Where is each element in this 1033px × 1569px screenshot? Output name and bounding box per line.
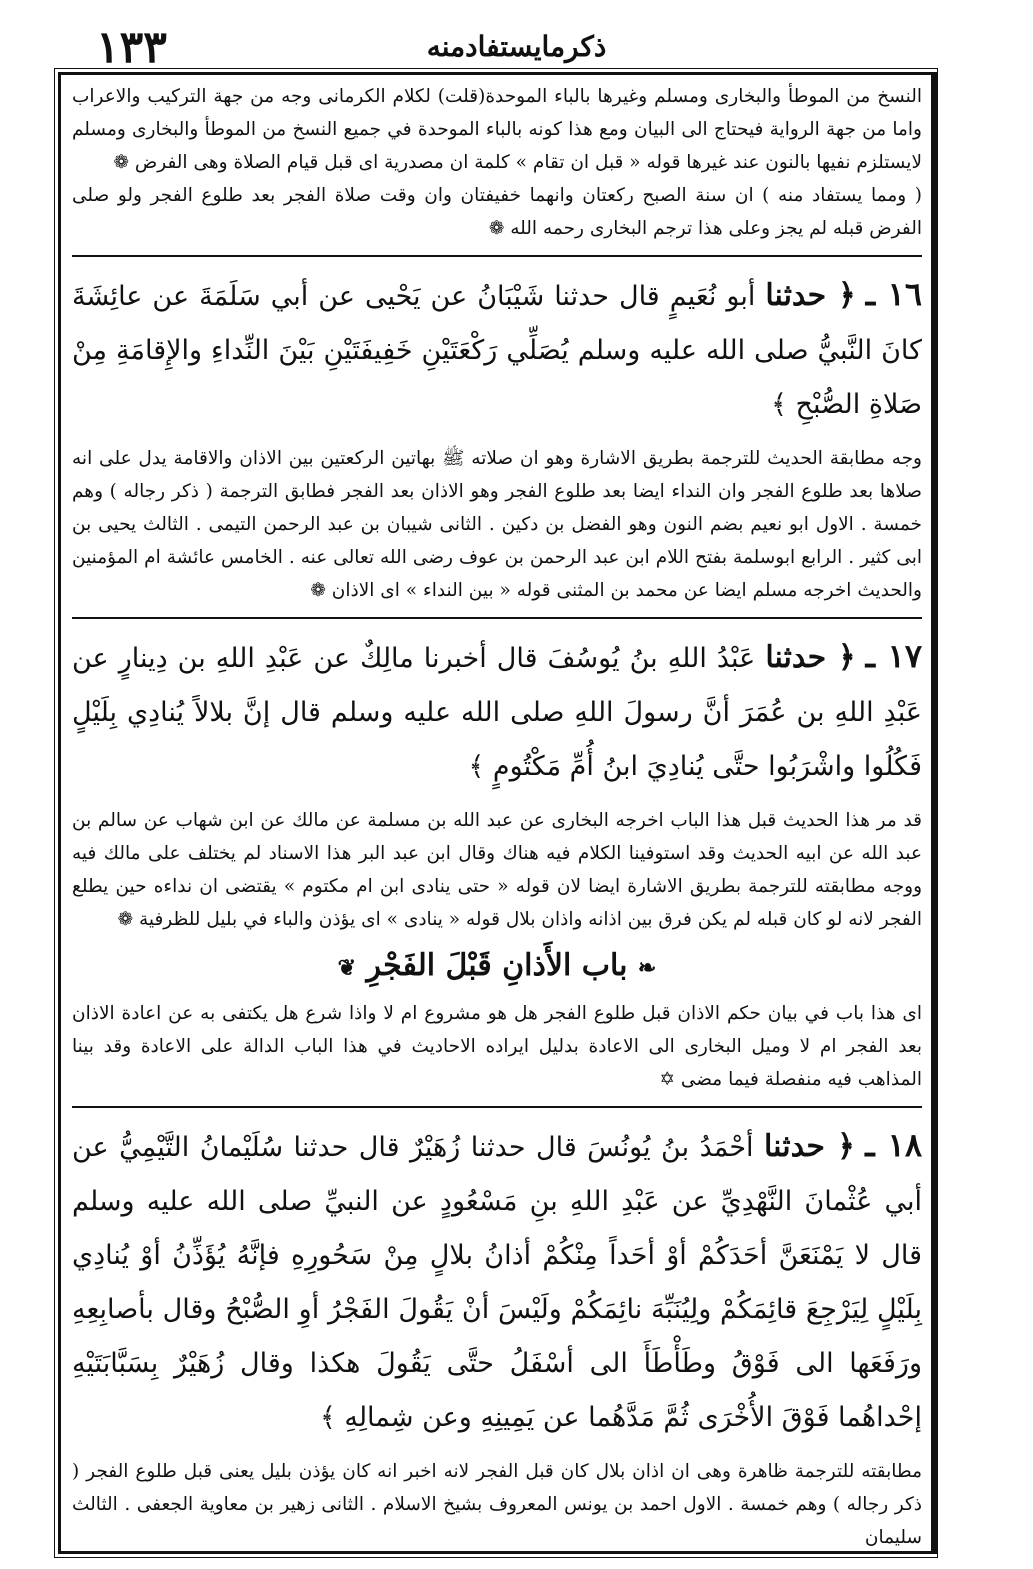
chapter-ornament-left: ❦ — [337, 955, 357, 981]
hadith-opener: ﴿ حدثنا — [765, 640, 856, 675]
chapter-ornament-right: ❧ — [637, 955, 657, 981]
section-rule — [72, 255, 922, 257]
chapter-title: باب الأَذانِ قَبْلَ الفَجْرِ — [366, 948, 628, 983]
hadith-opener: ﴿ حدثنا — [765, 278, 856, 313]
commentary-paragraph: وجه مطابقة الحديث للترجمة بطريق الاشارة وهو ان صلاته ﷺ بهاتين الركعتين بين الاذان والاقامة يدل على انه صلاها بعد طلوع الفجر وان النداء ايضا بعد طلوع الفجر وهو الاذان بعد الفجر فطابق الترجمة ( ذكر رجاله ) وهم خمسة . الاول ابو نعيم بضم النون وهو الفضل بن دكين . الثانى شيبان بن عبد الرحمن التيمى . الثالث يحيى بن ابى كثير . الرابع ابوسلمة بفتح اللام ابن عبد الرحمن بن عوف رضى الله تعالى عنه . الخامس عائشة ام المؤمنين والحديث اخرجه مسلم ايضا عن محمد بن المثنى قوله « بين النداء » اى الاذان ❁ — [72, 448, 922, 601]
commentary-paragraph: ( ومما يستفاد منه ) ان سنة الصبح ركعتان وانهما خفيفتان وان وقت صلاة الفجر بعد طلوع الفجر ولو صلى الفرض قبله لم يجز وعلى هذا ترجم البخارى رحمه الله ❁ — [72, 185, 922, 239]
commentary-paragraph: اى هذا باب في بيان حكم الاذان قبل طلوع الفجر هل هو مشروع ام لا واذا شرع هل يكتفى به عن اعادة الاذان بعد الفجر ام لا وميل البخارى الى الاعادة بدليل ايراده الاحاديث في هذا الباب الدالة على الاعادة وقد بينا المذاهب فيه منفصلة فيما مضى ✡ — [72, 1003, 922, 1090]
page-number: ١٣٣ — [96, 22, 167, 73]
chapter-heading — [72, 948, 922, 983]
commentary-paragraph: النسخ من الموطأ والبخارى ومسلم وغيرها بالباء الموحدة(قلت) لكلام الكرمانى وجه من جهة التركيب والاعراب واما من جهة الرواية فيحتاج الى البيان ومع هذا كونه بالباء الموحدة في جميع النسخ من الموطأ والبخارى ومسلم لايستلزم نفيها بالنون عند غيرها قوله « قبل ان تقام » كلمة ان مصدرية اى قبل قيام الصلاة وهى الفرض ❁ — [72, 86, 922, 173]
hadith-text: أبو نُعَيمٍ قال حدثنا شَيْبَانُ عن يَحْيى عن أبي سَلَمَةَ عن عائِشَةَ كانَ النَّبيُّ صلى الله عليه وسلم يُصَلِّي رَكْعَتَيْنِ خَفِيفَتَيْنِ بَيْنَ النِّداءِ والإِقامَةِ مِنْ صَلاةِ الصُّبْحِ ﴾ — [72, 281, 922, 420]
hadith-text: أحْمَدُ بنُ يُونُسَ قال حدثنا زُهَيْرٌ قال حدثنا سُلَيْمانُ التَّيْمِيُّ عن أبي عُثْمانَ النَّهْدِيِّ عن عَبْدِ اللهِ بنِ مَسْعُودٍ عن النبيِّ صلى الله عليه وسلم قال لا يَمْنَعَنَّ أحَدَكُمْ أوْ أحَداً مِنْكُمْ أذانُ بلالٍ مِنْ سَحُورِهِ فإنَّهُ يُؤَذِّنُ أوْ يُنادِي بِلَيْلٍ لِيَرْجِعَ قائِمَكُمْ ولِيُنَبِّهَ نائِمَكُمْ ولَيْسَ أنْ يَقُولَ الفَجْرُ أوِ الصُّبْحُ وقال بأصابِعِهِ ورَفَعَها الى فَوْقُ وطَأْطَأَ الى أسْفَلُ حتَّى يَقُولَ هكذا وقال زُهَيْرٌ بِسَبَّابَتَيْهِ إحْداهُما فَوْقَ الأُخْرَى ثُمَّ مَدَّهُما عن يَمِينِهِ وعن شِمالِهِ ﴾ — [72, 1132, 922, 1433]
commentary-paragraph: قد مر هذا الحديث قبل هذا الباب اخرجه البخارى عن عبد الله بن مسلمة عن مالك عن ابن شهاب عن سالم بن عبد الله عن ابيه الحديث وقد استوفينا الكلام فيه هناك وقال ابن عبد البر هذا الاسناد لم يختلف على مالك فيه ووجه مطابقته للترجمة بطريق الاشارة ايضا لان قوله « حتى ينادى ابن ام مكتوم » يقتضى ان نداءه حين يطلع الفجر لانه لو كان قبله لم يكن فرق بين اذانه واذان بلال قوله « ينادى » اى يؤذن والباء في بليل للظرفية ❁ — [72, 810, 922, 930]
running-header: ذكرمايستفادمنه — [426, 30, 607, 63]
hadith-number: ١٦ ـ — [865, 275, 923, 313]
page-content — [72, 80, 923, 1548]
hadith-number: ١٨ ـ — [865, 1126, 923, 1164]
section-rule — [72, 1106, 922, 1108]
hadith-18 — [72, 1118, 922, 1445]
hadith-16 — [72, 267, 922, 432]
section-rule — [72, 617, 922, 619]
hadith-number: ١٧ ـ — [865, 637, 923, 675]
hadith-opener: ﴿ حدثنا — [764, 1129, 855, 1164]
hadith-text: عَبْدُ اللهِ بنُ يُوسُفَ قال أخبرنا مالِكٌ عن عَبْدِ اللهِ بن دِينارٍ عن عَبْدِ اللهِ بن عُمَرَ أنَّ رسولَ اللهِ صلى الله عليه وسلم قال إنَّ بلالاً يُنادِي بِلَيْلٍ فَكُلُوا واشْرَبُوا حتَّى يُنادِيَ ابنُ أُمِّ مَكْتُومٍ ﴾ — [72, 643, 922, 782]
commentary-paragraph: مطابقته للترجمة ظاهرة وهى ان اذان بلال كان قبل الفجر لانه اخبر انه كان يؤذن بليل يعنى قبل طلوع الفجر ( ذكر رجاله ) وهم خمسة . الاول احمد بن يونس المعروف بشيخ الاسلام . الثانى زهير بن معاوية الجعفى . الثالث سليمان — [72, 1461, 922, 1548]
hadith-17 — [72, 629, 922, 794]
frame-thick-edge — [932, 72, 938, 1554]
